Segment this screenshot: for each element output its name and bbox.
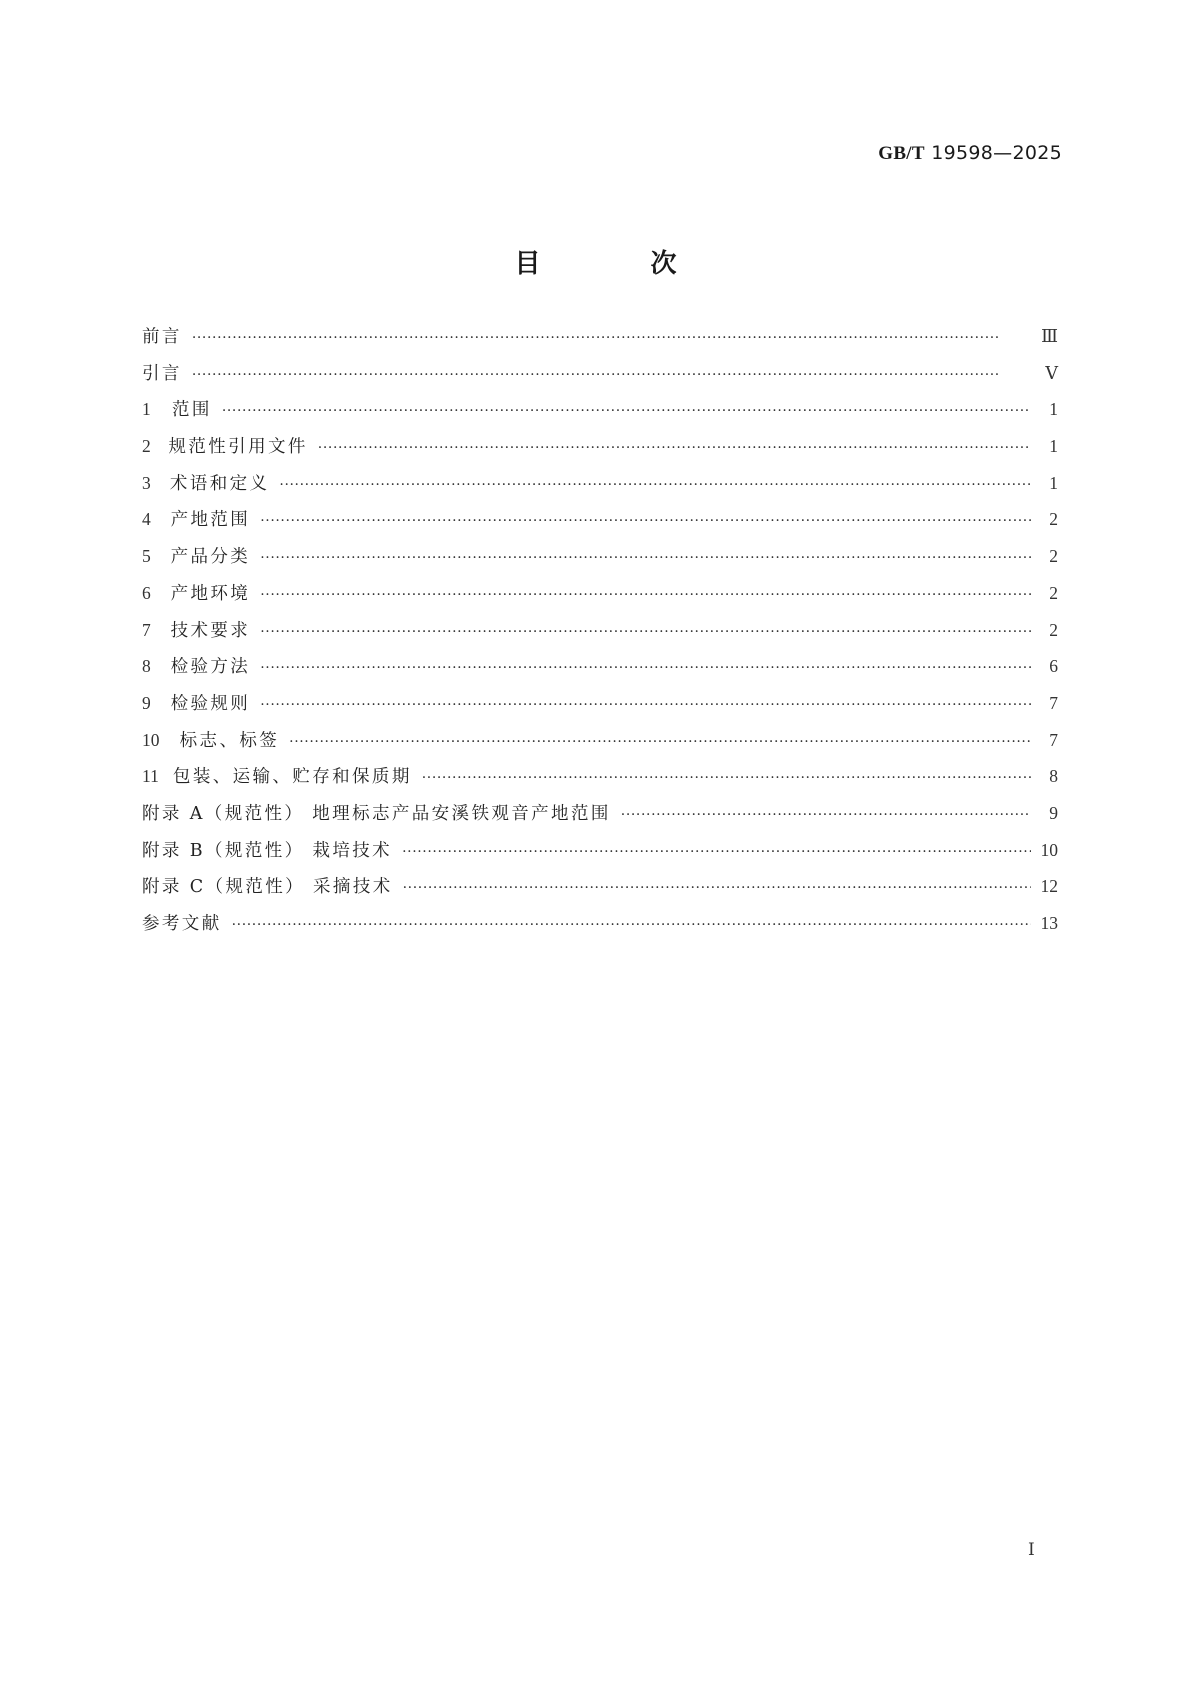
toc-entry-label: 附录 A（规范性） 地理标志产品安溪铁观音产地范围 [142, 803, 611, 824]
toc-entry-page: 8 [1049, 766, 1058, 787]
toc-entry-page: 7 [1049, 692, 1058, 713]
toc-dot-leader [232, 907, 1031, 944]
toc-entry-label: 包装、运输、贮存和保质期 [172, 767, 412, 788]
toc-dot-leader [289, 724, 1031, 761]
toc-entry-page: 2 [1049, 546, 1058, 567]
toc-entry-page: 2 [1049, 582, 1058, 603]
toc-dot-leader [402, 834, 1031, 871]
toc-entry-page: Ⅴ [1045, 362, 1058, 383]
standard-code-number: 19598—2025 [931, 142, 1062, 164]
toc-entry-8[interactable] [142, 648, 1058, 685]
toc-entry-label: 前言 [142, 327, 182, 347]
toc-entry-page: 7 [1049, 729, 1058, 750]
toc-entry-page: 9 [1049, 802, 1058, 823]
toc-entry-page: 1 [1049, 436, 1058, 457]
toc-entry-page: 1 [1049, 399, 1058, 420]
toc-entry-6[interactable] [142, 575, 1058, 612]
toc-entry-label: 技术要求 [170, 620, 251, 641]
page-folio: Ⅰ [1028, 1540, 1035, 1559]
toc-entry-9[interactable] [142, 685, 1058, 722]
toc-entry-1[interactable] [142, 391, 1058, 428]
toc-entry-label: 术语和定义 [169, 473, 270, 494]
toc-entry-page: 2 [1049, 619, 1058, 640]
toc-entry-label: 检验方法 [170, 657, 251, 678]
toc-entry-7[interactable] [142, 612, 1058, 649]
toc-entry-label: 附录 C（规范性） 采摘技术 [142, 877, 393, 898]
toc-entry-page: 13 [1040, 913, 1058, 933]
toc-entry-label: 引言 [142, 363, 182, 384]
toc-dot-leader [260, 687, 1031, 724]
toc-entry-page: 2 [1049, 509, 1058, 530]
toc-entry-page: 1 [1049, 472, 1058, 493]
toc-entry-page: 10 [1040, 839, 1058, 860]
toc-entry-label: 检验规则 [170, 693, 251, 714]
toc-entry-number: 5 [142, 546, 151, 567]
toc-entry-number: 10 [142, 729, 160, 750]
toc-dot-leader [621, 797, 1031, 834]
toc-entry-page: 6 [1049, 656, 1058, 677]
toc-entry-page: Ⅲ [1041, 326, 1058, 346]
toc-entry-foreword[interactable] [142, 318, 1058, 355]
toc-entry-11[interactable] [142, 758, 1058, 795]
toc-entry-number: 7 [142, 619, 151, 640]
toc-entry-5[interactable] [142, 538, 1058, 575]
toc-entry-number: 2 [142, 436, 151, 457]
standard-code-prefix: GB/T [878, 143, 925, 164]
toc-entry-annex-b[interactable] [142, 832, 1058, 869]
toc-dot-leader [222, 393, 1031, 430]
toc-dot-leader [422, 760, 1031, 797]
toc-entry-4[interactable] [142, 501, 1058, 538]
toc-dot-leader [192, 320, 1031, 357]
toc-entry-2[interactable] [142, 428, 1058, 465]
toc-entry-bibliography[interactable] [142, 905, 1058, 942]
toc-dot-leader [192, 357, 1031, 394]
toc-dot-leader [260, 577, 1031, 614]
toc-entry-number: 3 [142, 472, 151, 493]
toc-entry-label: 标志、标签 [179, 730, 280, 751]
toc-entry-label: 范围 [172, 400, 212, 421]
toc-entry-number: 1 [142, 399, 151, 420]
table-of-contents [142, 318, 1058, 942]
toc-entry-label: 产品分类 [170, 547, 251, 568]
toc-entry-annex-a[interactable] [142, 795, 1058, 832]
toc-entry-label: 附录 B（规范性） 栽培技术 [142, 840, 393, 861]
toc-entry-number: 11 [142, 766, 159, 787]
toc-entry-page: 12 [1040, 876, 1058, 897]
toc-entry-number: 8 [142, 656, 151, 677]
toc-entry-3[interactable] [142, 465, 1058, 502]
toc-dot-leader [260, 614, 1031, 651]
toc-entry-label: 产地环境 [170, 583, 251, 604]
toc-entry-label: 参考文献 [142, 914, 222, 934]
toc-entry-10[interactable] [142, 722, 1058, 759]
toc-entry-introduction[interactable] [142, 355, 1058, 392]
standard-code [878, 142, 1062, 165]
toc-entry-number: 4 [142, 509, 151, 530]
page-title: 目 次 [514, 249, 719, 279]
toc-entry-number: 6 [142, 582, 151, 603]
toc-dot-leader [260, 503, 1031, 540]
toc-entry-label: 规范性引用文件 [168, 437, 308, 458]
toc-dot-leader [260, 540, 1031, 577]
toc-entry-label: 产地范围 [170, 510, 251, 531]
toc-dot-leader [318, 430, 1031, 467]
toc-dot-leader [279, 467, 1031, 504]
toc-entry-annex-c[interactable] [142, 868, 1058, 905]
toc-entry-number: 9 [142, 692, 151, 713]
toc-dot-leader [260, 650, 1031, 687]
toc-dot-leader [403, 870, 1031, 907]
